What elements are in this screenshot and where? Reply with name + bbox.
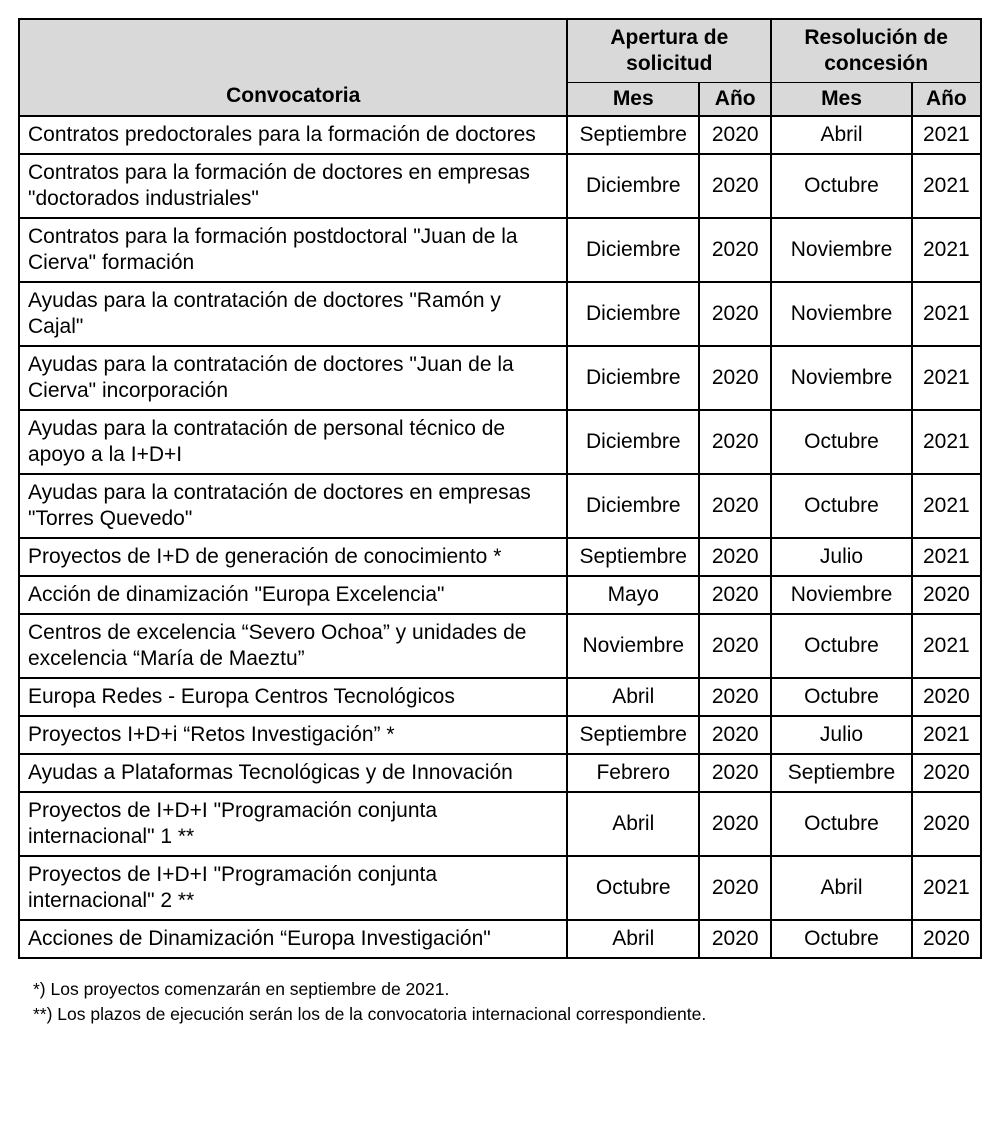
footnote-double-asterisk: **) Los plazos de ejecución serán los de la convocatoria internacional correspondiente. <box>33 1004 707 1024</box>
column-group-resolucion-de-concesion: Resolución de concesión <box>771 19 981 83</box>
resolucion-mes-cell: Octubre <box>771 154 911 218</box>
resolucion-mes-cell: Octubre <box>771 792 911 856</box>
resolucion-ano-cell: 2020 <box>912 576 981 614</box>
table-row <box>19 282 981 346</box>
table-row <box>19 614 981 678</box>
apertura-ano-cell: 2020 <box>699 576 771 614</box>
convocatoria-cell: Ayudas a Plataformas Tecnológicas y de Innovación <box>19 754 567 792</box>
resolucion-mes-cell: Abril <box>771 856 911 920</box>
apertura-mes-cell: Octubre <box>567 856 699 920</box>
apertura-mes-cell: Abril <box>567 920 699 958</box>
resolucion-ano-cell: 2021 <box>912 474 981 538</box>
convocatoria-cell: Acción de dinamización "Europa Excelencia" <box>19 576 567 614</box>
apertura-mes-cell: Noviembre <box>567 614 699 678</box>
resolucion-ano-cell: 2020 <box>912 678 981 716</box>
resolucion-ano-cell: 2020 <box>912 920 981 958</box>
convocatoria-cell: Ayudas para la contratación de personal técnico de apoyo a la I+D+I <box>19 410 567 474</box>
convocatoria-cell: Proyectos de I+D+I "Programación conjunta internacional" 1 ** <box>19 792 567 856</box>
resolucion-ano-cell: 2021 <box>912 614 981 678</box>
apertura-ano-cell: 2020 <box>699 410 771 474</box>
table-row <box>19 856 981 920</box>
convocatoria-cell: Proyectos de I+D+I "Programación conjunta internacional" 2 ** <box>19 856 567 920</box>
table-row <box>19 410 981 474</box>
resolucion-ano-cell: 2020 <box>912 792 981 856</box>
table-row <box>19 218 981 282</box>
convocatoria-cell: Proyectos I+D+i “Retos Investigación” * <box>19 716 567 754</box>
apertura-mes-cell: Septiembre <box>567 538 699 576</box>
convocatoria-cell: Ayudas para la contratación de doctores "Juan de la Cierva" incorporación <box>19 346 567 410</box>
apertura-mes-cell: Septiembre <box>567 116 699 154</box>
apertura-mes-cell: Abril <box>567 792 699 856</box>
apertura-ano-cell: 2020 <box>699 218 771 282</box>
table-row <box>19 154 981 218</box>
footnote-asterisk: *) Los proyectos comenzarán en septiembre de 2021. <box>33 979 450 999</box>
convocatoria-cell: Centros de excelencia “Severo Ochoa” y unidades de excelencia “María de Maeztu” <box>19 614 567 678</box>
table-body <box>19 116 981 958</box>
table-header <box>19 19 981 116</box>
apertura-ano-cell: 2020 <box>699 538 771 576</box>
apertura-mes-cell: Diciembre <box>567 346 699 410</box>
convocatoria-cell: Contratos para la formación postdoctoral "Juan de la Cierva" formación <box>19 218 567 282</box>
resolucion-mes-cell: Abril <box>771 116 911 154</box>
column-header-resolucion-ano: Año <box>912 83 981 117</box>
convocatoria-cell: Proyectos de I+D de generación de conocimiento * <box>19 538 567 576</box>
column-header-apertura-ano: Año <box>699 83 771 117</box>
resolucion-mes-cell: Noviembre <box>771 576 911 614</box>
apertura-mes-cell: Febrero <box>567 754 699 792</box>
resolucion-mes-cell: Noviembre <box>771 346 911 410</box>
column-header-apertura-mes: Mes <box>567 83 699 117</box>
table-row <box>19 576 981 614</box>
column-header-convocatoria: Convocatoria <box>19 19 567 116</box>
table-row <box>19 116 981 154</box>
apertura-ano-cell: 2020 <box>699 678 771 716</box>
convocatoria-cell: Europa Redes - Europa Centros Tecnológicos <box>19 678 567 716</box>
resolucion-mes-cell: Octubre <box>771 920 911 958</box>
convocatoria-cell: Contratos para la formación de doctores en empresas "doctorados industriales" <box>19 154 567 218</box>
apertura-ano-cell: 2020 <box>699 920 771 958</box>
apertura-ano-cell: 2020 <box>699 116 771 154</box>
apertura-mes-cell: Diciembre <box>567 154 699 218</box>
table-row <box>19 754 981 792</box>
table-row <box>19 792 981 856</box>
resolucion-mes-cell: Noviembre <box>771 282 911 346</box>
header-group-row <box>19 19 981 83</box>
apertura-ano-cell: 2020 <box>699 282 771 346</box>
table-row <box>19 716 981 754</box>
resolucion-mes-cell: Octubre <box>771 410 911 474</box>
resolucion-ano-cell: 2021 <box>912 346 981 410</box>
apertura-mes-cell: Mayo <box>567 576 699 614</box>
resolucion-mes-cell: Octubre <box>771 614 911 678</box>
apertura-mes-cell: Abril <box>567 678 699 716</box>
apertura-mes-cell: Diciembre <box>567 282 699 346</box>
apertura-ano-cell: 2020 <box>699 474 771 538</box>
column-group-apertura-de-solicitud: Apertura de solicitud <box>567 19 771 83</box>
apertura-mes-cell: Septiembre <box>567 716 699 754</box>
resolucion-mes-cell: Noviembre <box>771 218 911 282</box>
apertura-ano-cell: 2020 <box>699 754 771 792</box>
table-row <box>19 920 981 958</box>
convocatoria-cell: Ayudas para la contratación de doctores "Ramón y Cajal" <box>19 282 567 346</box>
apertura-ano-cell: 2020 <box>699 154 771 218</box>
apertura-ano-cell: 2020 <box>699 856 771 920</box>
convocatoria-cell: Acciones de Dinamización “Europa Investigación" <box>19 920 567 958</box>
apertura-ano-cell: 2020 <box>699 614 771 678</box>
resolucion-ano-cell: 2021 <box>912 538 981 576</box>
footnotes <box>33 977 982 1027</box>
resolucion-ano-cell: 2021 <box>912 856 981 920</box>
table-row <box>19 346 981 410</box>
resolucion-mes-cell: Octubre <box>771 474 911 538</box>
apertura-ano-cell: 2020 <box>699 792 771 856</box>
resolucion-ano-cell: 2021 <box>912 154 981 218</box>
resolucion-mes-cell: Julio <box>771 716 911 754</box>
resolucion-mes-cell: Julio <box>771 538 911 576</box>
convocatoria-cell: Ayudas para la contratación de doctores en empresas "Torres Quevedo" <box>19 474 567 538</box>
resolucion-ano-cell: 2020 <box>912 754 981 792</box>
resolucion-ano-cell: 2021 <box>912 116 981 154</box>
table-row <box>19 538 981 576</box>
apertura-mes-cell: Diciembre <box>567 474 699 538</box>
resolucion-ano-cell: 2021 <box>912 410 981 474</box>
resolucion-ano-cell: 2021 <box>912 282 981 346</box>
resolucion-mes-cell: Septiembre <box>771 754 911 792</box>
apertura-ano-cell: 2020 <box>699 346 771 410</box>
resolucion-mes-cell: Octubre <box>771 678 911 716</box>
convocatoria-cell: Contratos predoctorales para la formación de doctores <box>19 116 567 154</box>
apertura-mes-cell: Diciembre <box>567 218 699 282</box>
apertura-ano-cell: 2020 <box>699 716 771 754</box>
column-header-resolucion-mes: Mes <box>771 83 911 117</box>
apertura-mes-cell: Diciembre <box>567 410 699 474</box>
table-row <box>19 474 981 538</box>
convocatorias-table <box>18 18 982 959</box>
resolucion-ano-cell: 2021 <box>912 716 981 754</box>
table-row <box>19 678 981 716</box>
resolucion-ano-cell: 2021 <box>912 218 981 282</box>
